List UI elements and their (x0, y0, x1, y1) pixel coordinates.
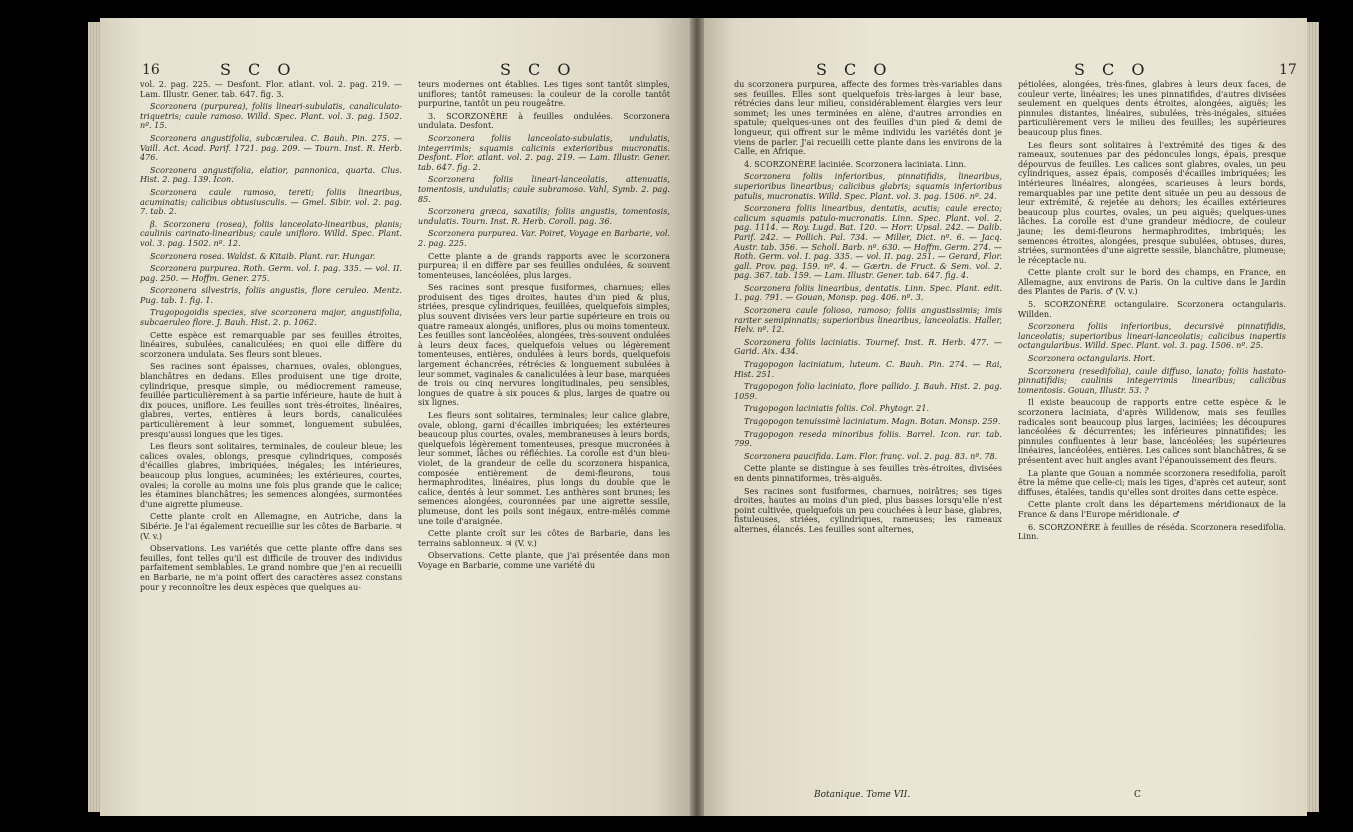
page-edges-right (1307, 22, 1319, 812)
paragraph: Scorzonera angustifolia, elatior, pannonica, quarta. Clus. Hist. 2. pag. 139. Icon. (140, 164, 402, 185)
paragraph: 4. SCORZONÈRE laciniée. Scorzonera laciniata. Linn. (744, 158, 967, 169)
paragraph: Scorzonera caule ramoso, tereti; foliis linearibus, acuminatis; calicibus obtusiusculis. — Gmel. Sibir. vol. 2. pag. 7. tab. 2. (140, 186, 402, 217)
paragraph: Les fleurs sont solitaires, terminales, de couleur bleue; les calices ovales, oblongs, presque cylindriques, composés d'écailles glabres, imbriquées, inégales; les intérieures, beaucoup plus longues, acuminées; les extérieures, courtes, ovales; la corolle au moins une fois plus grande que le calice; les étamines blanchâtres; les semences alongées, surmontées d'une aigrette plumeuse. (140, 441, 402, 509)
paragraph: Il existe beaucoup de rapports entre cette espèce & le scorzonera laciniata, d'après Willdenow, mais ses feuilles radicales sont beaucoup plus larges, laciniées; les découpures lancéolées & décurrentes; les inférieures pinnatifides; les pinnules confluentes à leur base, lancéolées; les supérieures linéaires, lancéolées, entières. Les calices sont blanchâtres, & se présentent avec huit angles avant l'épanouissement des fleurs. (1018, 397, 1286, 465)
right-page-column-2 (1018, 80, 1286, 780)
paragraph: β. Scorzonera (rosea), foliis lanceolato-linearibus, planis; caulinis carinato-linearibus; caule unifloro. Willd. Spec. Plant. vol. 3. pag. 1502. nº. 12. (140, 218, 402, 248)
paragraph: pétiolées, alongées, très-fines, glabres à leurs deux faces, de couleur verte, linéaires; les unes pinnatifides, d'autres divisées seulement en quelques dents étroites, alongées, aiguës; les pinnules distantes, linéaires, subulées, très-inégales, situées particulièrement vers le milieu des feuilles; les supérieures beaucoup plus fines. (1018, 79, 1286, 137)
left-page-column-1 (140, 80, 402, 808)
paragraph: Cette plante croît en Allemagne, en Autriche, dans la Sibérie. Je l'ai également recueillie sur les côtes de Barbarie. ♃ (V. v.) (140, 511, 402, 541)
paragraph: Tragopogon laciniatum, luteum. C. Bauh. Pin. 274. — Rai, Hist. 251. (734, 359, 1002, 379)
paragraph: Scorzonera foliis laciniatis. Tournef. Inst. R. Herb. 477. — Garid. Aix. 434. (734, 336, 1002, 357)
page-number-right: 17 (1279, 62, 1297, 78)
paragraph: Observations. Les variétés que cette plante offre dans ses feuilles, font telles qu'il est difficile de trouver des individus parfaitement semblables. Le grand nombre que j'en ai recueilli en Barbarie, ne m'a point offert des caractères assez constans pour y reconnoître les deux espèces que quelques au- (140, 543, 402, 592)
paragraph: Ses racines sont presque fusiformes, charnues; elles produisent des tiges droites, hautes d'un pied & plus, striées, presque cylindriques, feuillées, quelquefois simples, plus souvent divisées vers leur partie supérieure en trois ou quatre rameaux alongés, uniflores, plus ou moins tomenteux. Les feuilles sont lancéolées, alongées, très-souvent ondulées à leurs deux faces, quelquefois velues ou légèrement tomenteuses, entières, ondulées à leurs bords, quelquefois largement échancrées, rétrécies & longuement subulées à leur sommet, vaginales & canaliculées à leur base, marquées de trois ou cinq nervures longitudinales, peu sensibles, longues de quatre à six pouces & plus, larges de quatre ou six lignes. (418, 282, 670, 408)
running-head-right: S C O (1074, 60, 1151, 79)
paragraph: Observations. Cette plante, que j'ai présentée dans mon Voyage en Barbarie, comme une variété du (418, 550, 670, 570)
paragraph: Scorzonera silvestris, foliis angustis, flore ceruleo. Mentz. Pug. tab. 1. fig. 1. (140, 285, 402, 305)
running-head-right: S C O (500, 60, 577, 79)
running-head-left: S C O (220, 60, 297, 79)
right-page-column-1 (734, 80, 1002, 800)
paragraph: Scorzonera (purpurea), foliis lineari-subulatis, canaliculato-triquetris; caule ramoso. Willd. Spec. Plant. vol. 3. pag. 1502. nº. 15. (140, 101, 402, 131)
paragraph: Cette espèce est remarquable par ses feuilles étroites, linéaires, subulées, canaliculées; en quoi elle diffère du scorzonera undulata. Ses fleurs sont bleues. (140, 329, 402, 359)
paragraph: Les fleurs sont solitaires, terminales; leur calice glabre, ovale, oblong, garni d'écailles imbriquées; les extérieures beaucoup plus courtes, ovales, membraneuses à leurs bords, quelquefois légèrement tomenteuses, presque mucronées à leur sommet, lâches ou réfléchies. La corolle est d'un bleu-violet, de la grandeur de celle du scorzonera hispanica, composée entièrement de demi-fleurons, tous hermaphrodites, linéaires, plus longs du double que le calice, dentés à leur sommet. Les anthères sont brunes; les semences alongées, couronnées par une aigrette sessile, plumeuse, dont les poils sont inégaux, entre-mêlés comme une toile d'araignée. (418, 410, 670, 526)
right-page (704, 18, 1307, 816)
paragraph: Cette plante a de grands rapports avec le scorzonera purpurea; il en diffère par ses feuilles ondulées, & souvent tomenteuses, lancéolées, plus larges. (418, 250, 670, 280)
left-page (100, 18, 690, 816)
paragraph: 5. SCORZONÈRE octangulaire. Scorzonera octangularis. Willden. (1018, 299, 1286, 319)
paragraph: Scorzonera foliis inferioribus, decursivè pinnatifidis, lanceolatis; superioribus lineari-lanceolatis; calicibus inapertis octangularibus. Willd. Spec. Plant. vol. 3. pag. 1506. nº. 25. (1018, 321, 1286, 351)
paragraph: Tragopogon laciniatis foliis. Col. Phytogr. 21. (744, 403, 930, 414)
paragraph: Scorzonera paucifida. Lam. Flor. franç. vol. 2. pag. 83. nº. 78. (744, 450, 998, 461)
paragraph: vol. 2. pag. 225. — Desfont. Flor. atlant. vol. 2. pag. 219. — Lam. Illustr. Gener. tab. 647. fig. 3. (140, 79, 402, 99)
paragraph: du scorzonera purpurea, affecte des formes très-variables dans ses feuilles. Elles sont quelquefois très-larges à leur base, rétrécies dans leur milieu, considérablement élargies vers leur sommet; les unes terminées en alène, d'autres arrondies en spatule; quelques-unes ont des feuilles d'un pied & demi de longueur, qui offrent sur le même individu les variétés dont je viens de parler. J'ai recueilli cette plante dans les environs de la Calle, en Afrique. (734, 79, 1002, 157)
paragraph: Ses racines sont fusiformes, charnues, noirâtres; ses tiges droites, hautes au moins d'un pied, plus basses lorsqu'elle n'est point cultivée, quelquefois un peu couchées à leur base, glabres, fistuleuses, striées, cylindriques, rameuses; les rameaux alternes, élancés. Les feuilles sont alternes, (734, 485, 1002, 534)
paragraph: 6. SCORZONÈRE à feuilles de réséda. Scorzonera resedifolia. Linn. (1018, 521, 1286, 542)
paragraph: La plante que Gouan a nommée scorzonera resedifolia, paroît être la même que celle-ci; mais les tiges, d'après cet auteur, sont diffuses, étalées, tandis qu'elles sont droites dans cette espèce. (1018, 467, 1286, 497)
paragraph: Scorzonera angustifolia, subcærulea. C. Bauh. Pin. 275. — Vaill. Act. Acad. Parif. 1721. pag. 209. — Tourn. Inst. R. Herb. 476. (140, 132, 402, 163)
paragraph: Scorzonera octangularis. Hort. (1028, 353, 1156, 364)
paragraph: Tragopogon tenuissimè laciniatum. Magn. Botan. Monsp. 259. (744, 416, 1001, 426)
paragraph: Cette plante croît sur les côtes de Barbarie, dans les terrains sablonneux. ♃ (V. v.) (418, 528, 670, 548)
paragraph: Scorzonera foliis linearibus, dentatis, acutis; caule erecto; calicum squamis patulo-mucronatis. Linn. Spec. Plant. vol. 2. pag. 1114. — Roy. Lugd. Bat. 120. — Horr. Upsal. 242. — Dalib. Parif. 242. — Pollich. Pal. 734. — Miller, Dict. nº. 6. — Jacq. Austr. tab. 356. — Scholl. Barb. nº. 630. — Hoffm. Germ. 274. — Roth. Germ. vol. I. pag. 335. — vol. II. pag. 251. — Gerard, Flor. gall. Prov. pag. 159. nº. 4. — Gærtn. de Fruct. & Sem. vol. 2. pag. 367. tab. 159. — Lam. Illustr. Gener. tab. 647. fig. 4. (734, 203, 1002, 281)
page-footer: Botanique. Tome VII. (814, 790, 911, 800)
paragraph: Scorzonera rosea. Waldst. & Kitaib. Plant. rar. Hungar. (150, 250, 376, 261)
paragraph: Cette plante se distingue à ses feuilles très-étroites, divisées en dents pinnatiformes, très-aiguës. (734, 463, 1002, 483)
paragraph: Scorzonera foliis linearibus, dentatis. Linn. Spec. Plant. edit. 1. pag. 791. — Gouan, Monsp. pag. 406. nº. 3. (734, 282, 1002, 303)
paragraph: Ses racines sont épaisses, charnues, ovales, oblongues, blanchâtres en dedans. Elles produisent une tige droite, cylindrique, presque simple, ou médiocrement rameuse, feuillée particulièrement à sa partie inférieure, haute de huit à dix pouces, uniflore. Les feuilles sont très-étroites, linéaires, glabres, vertes, entières à leurs bords, canaliculées particulièrement à leur sommet, longuement subulées, presqu'aussi longues que les tiges. (140, 361, 402, 439)
paragraph: Scorzonera (resedifolia), caule diffuso, lanato; foliis hastato-pinnatifidis; caulinis integerrimis linearibus; calicibus tomentosis. Gouan, Illustr. 53. ? (1018, 365, 1286, 395)
paragraph: 3. SCORZONÈRE à feuilles ondulées. Scorzonera undulata. Desfont. (418, 110, 670, 131)
page-number-left: 16 (142, 62, 160, 78)
book-gutter (690, 18, 704, 816)
paragraph: Scorzonera purpurea. Var. Poiret, Voyage en Barbarie, vol. 2. pag. 225. (418, 228, 670, 248)
paragraph: Scorzonera foliis inferioribus, pinnatifidis, linearibus, superioribus linearibus; calicibus glabris; squamis inferioribus patulis, mucronatis. Willd. Spec. Plant. vol. 3. pag. 1506. nº. 24. (734, 171, 1002, 201)
page-edges-left (88, 22, 100, 812)
paragraph: teurs modernes ont établies. Les tiges sont tantôt simples, uniflores; tantôt rameuses: la couleur de la corolle tantôt purpurine, tantôt un peu rougeâtre. (418, 79, 670, 109)
paragraph: Tragopogon reseda minoribus foliis. Barrel. Icon. rar. tab. 799. (734, 428, 1002, 449)
paragraph: Les fleurs sont solitaires à l'extrémité des tiges & des rameaux, soutenues par des pédoncules longs, épais, presque dépourvus de feuilles. Les calices sont glabres, ovales, un peu cylindriques, assez épais, composés d'écailles imbriquées; les intérieures linéaires, alongées, scarieuses à leurs bords, remarquables par une petite dent située un peu au dessous de leur extrémité, & rejetée au dehors; les écailles extérieures beaucoup plus courtes, ovales, un peu aiguës; quelques-unes lâches. La corolle est d'une grandeur médiocre, de couleur jaune; les demi-fleurons hermaphrodites, imbriqués; les semences étroites, alongées, presque subulées, obtuses, dures, striées, surmontées d'une aigrette sessile, blanchâtre, plumeuse; le réceptacle nu. (1018, 139, 1286, 265)
running-head-left: S C O (816, 60, 893, 79)
paragraph: Tragopogoidis species, sive scorzonera major, angustifolia, subcaeruleo flore. J. Bauh. Hist. 2. p. 1062. (140, 307, 402, 328)
paragraph: Tragopogon folio laciniato, flore pallido. J. Bauh. Hist. 2. pag. 1059. (734, 381, 1002, 401)
paragraph: Scorzonera purpurea. Roth. Germ. vol. I. pag. 335. — vol. II. pag. 250. — Hoffm. Gener. 275. (140, 263, 402, 283)
paragraph: Cette plante croît dans les départemens méridionaux de la France & dans l'Europe méridionale. ♂ (1018, 499, 1286, 519)
left-page-column-2 (418, 80, 670, 808)
paragraph: Scorzonera græca, saxatilis; foliis angustis, tomentosis, undulatis. Tourn. Inst. R. Herb. Coroll. pag. 36. (418, 206, 670, 226)
paragraph: Scorzonera foliis lanceolato-subulatis, undulatis, integerrimis; squamis calicinis exterioribus mucronatis. Desfont. Flor. atlant. vol. 2. pag. 219. — Lam. Illustr. Gener. tab. 647. fig. 2. (418, 132, 670, 172)
paragraph: Cette plante croît sur le bord des champs, en France, en Allemagne, aux environs de Paris. On la cultive dans le Jardin des Plantes de Paris. ♂ (V. v.) (1018, 267, 1286, 297)
signature-mark: C (1134, 790, 1141, 800)
paragraph: Scorzonera foliis lineari-lanceolatis, attenuatis, tomentosis, undulatis; caule subramoso. Vahl, Symb. 2. pag. 85. (418, 174, 670, 204)
paragraph: Scorzonera caule folioso, ramoso; foliis angustissimis; imis rariter semipinnatis; superioribus linearibus, lanceolatis. Haller, Helv. nº. 12. (734, 305, 1002, 335)
